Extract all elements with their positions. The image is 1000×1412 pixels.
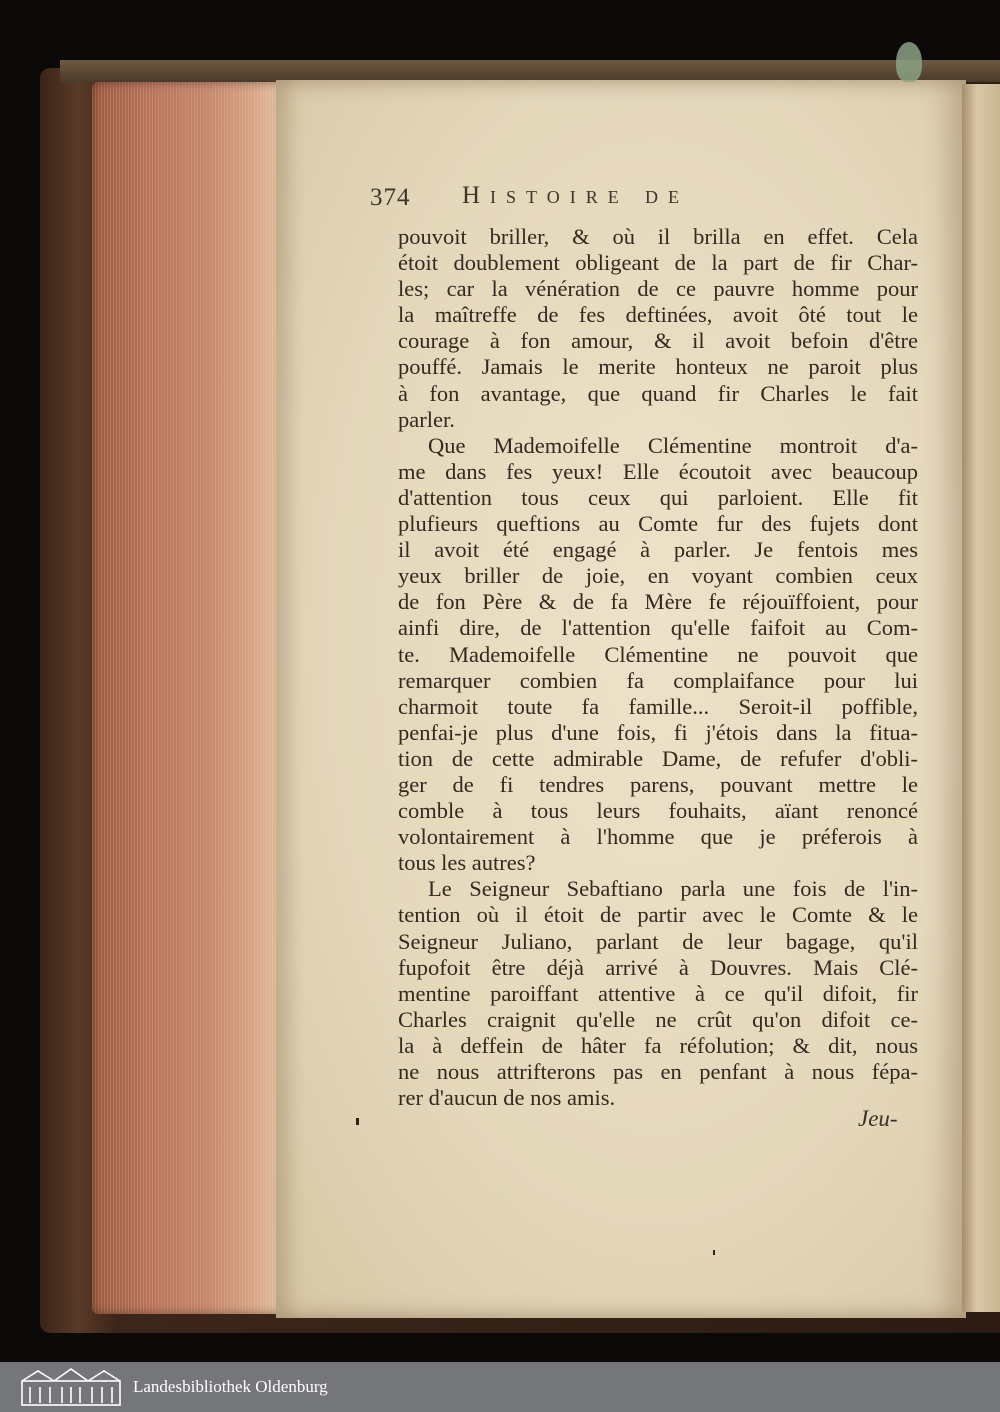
text-line: la à deffein de hâter fa réfolution; & dit, nous	[398, 1032, 918, 1058]
text-line: plufieurs queftions au Comte fur des fujets dont	[398, 511, 918, 537]
text-line: mentine paroiffant attentive à ce qu'il difoit, fir	[398, 980, 918, 1006]
text-line: pouvoit briller, & où il brilla en effet. Cela	[398, 224, 918, 249]
ribbon-marker-icon	[896, 42, 922, 82]
text-line: étoit doublement obligeant de la part de fir Char-	[398, 250, 918, 276]
text-line: te. Mademoifelle Clémentine ne pouvoit que	[398, 641, 918, 667]
ink-speck	[356, 1118, 359, 1125]
text-line: pouffé. Jamais le merite honteux ne paroit plus	[398, 354, 918, 380]
text-line: penfai-je plus d'une fois, fi j'étois dans la fitua-	[398, 719, 918, 745]
text-line: Le Seigneur Sebaftiano parla une fois de l'in-	[428, 876, 918, 902]
text-line: rer d'aucun de nos amis.	[398, 1085, 616, 1111]
page-text	[398, 224, 918, 1111]
text-line: d'attention tous ceux qui parloient. Elle fit	[398, 484, 918, 510]
text-line: Charles craignit qu'elle ne crût qu'on difoit ce-	[398, 1006, 918, 1032]
text-line: remarquer combien fa complaifance pour lui	[398, 667, 918, 693]
page-block-edge	[92, 82, 282, 1314]
text-line: Que Mademoifelle Clémentine montroit d'a-	[428, 432, 918, 458]
text-line: me dans fes yeux! Elle écoutoit avec beaucoup	[398, 458, 918, 484]
text-line: charmoit toute fa famille... Seroit-il poffible,	[398, 693, 918, 719]
text-line: volontairement à l'homme que je préferois à	[398, 824, 918, 850]
text-line: ne nous attrifterons pas en penfant à nous fépa-	[398, 1059, 918, 1084]
library-building-icon	[18, 1367, 124, 1407]
page-number: 374	[370, 184, 411, 211]
catchword: Jeu-	[858, 1106, 898, 1131]
text-line: il avoit été engagé à parler. Je fentois mes	[398, 537, 918, 563]
text-line: comble à tous leurs fouhaits, aïant renoncé	[398, 798, 918, 824]
ink-speck	[713, 1250, 715, 1255]
text-line: la maîtreffe de fes deftinées, avoit ôté tout le	[398, 302, 918, 328]
running-head	[370, 182, 840, 216]
text-line: ainfi dire, de l'attention qu'elle faifoit au Com-	[398, 615, 918, 641]
text-line: à fon avantage, que quand fir Charles le fait	[398, 380, 918, 406]
text-line: tention où il étoit de partir avec le Comte & le	[398, 902, 918, 928]
text-line: de fon Père & de fa Mère fe réjouïffoient, pour	[398, 589, 918, 615]
text-line: ger de fi tendres parens, pouvant mettre le	[398, 771, 918, 797]
text-line: les; car la vénération de ce pauvre homme pour	[398, 276, 918, 302]
running-head-title: Histoire de	[462, 182, 689, 209]
facing-page-edge	[962, 84, 1000, 1312]
text-line: parler.	[398, 406, 455, 432]
book-head-edge	[60, 60, 1000, 82]
text-line: tion de cette admirable Dame, de refufer d'obli-	[398, 745, 918, 771]
text-line: yeux briller de joie, en voyant combien ceux	[398, 563, 918, 589]
text-line: tous les autres?	[398, 850, 536, 876]
text-line: fupofoit être déjà arrivé à Douvres. Mais Clé-	[398, 954, 918, 980]
text-line: courage à fon amour, & il avoit befoin d'être	[398, 328, 918, 354]
text-line: Seigneur Juliano, parlant de leur bagage, qu'il	[398, 928, 918, 954]
library-name: Landesbibliothek Oldenburg	[133, 1377, 328, 1396]
